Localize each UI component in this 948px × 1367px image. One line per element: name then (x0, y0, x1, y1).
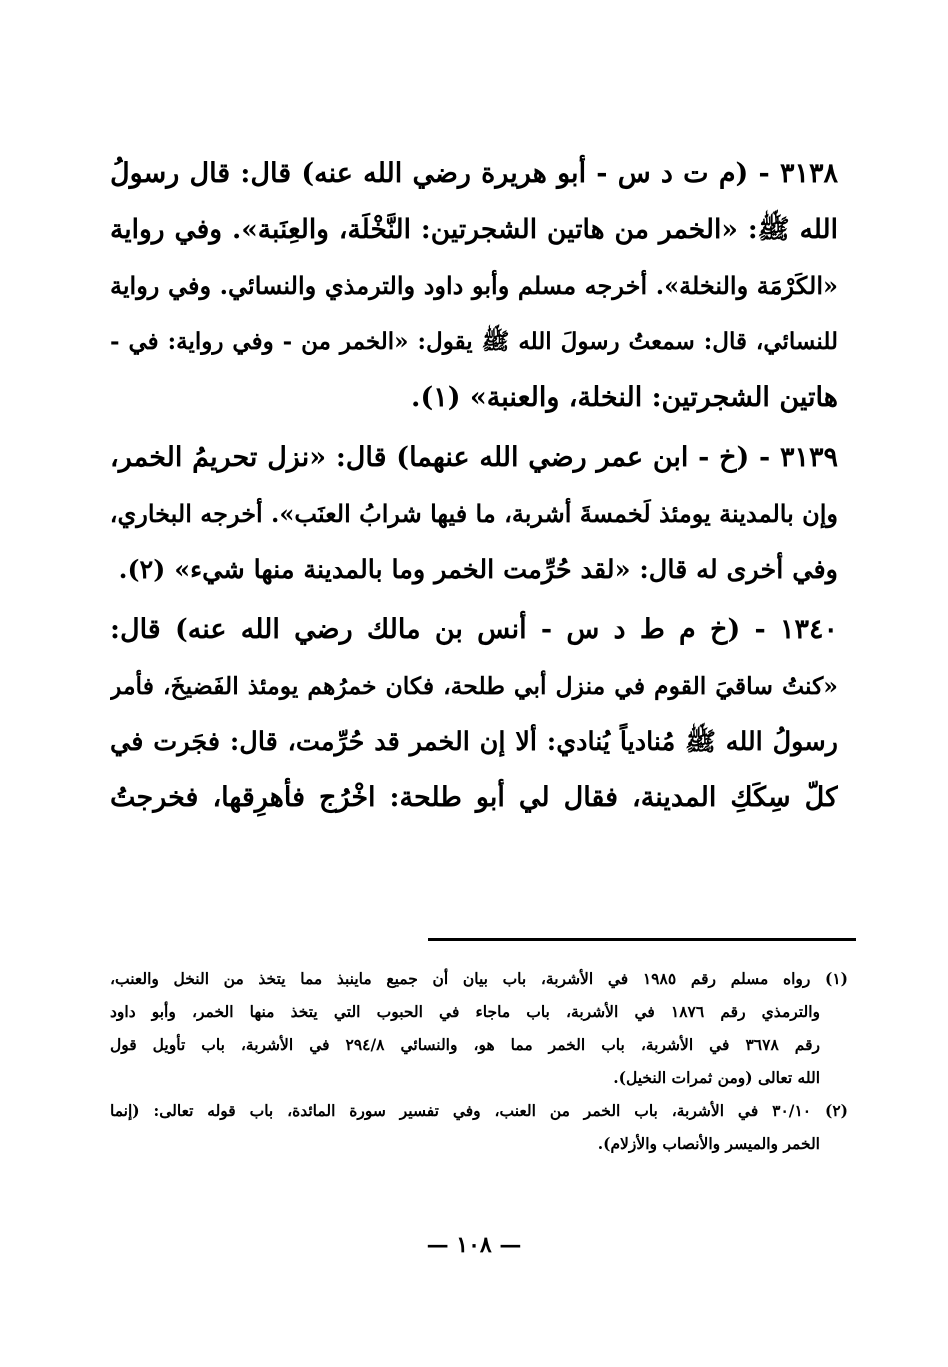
footnote-line: رقم ٣٦٧٨ في الأشربة، باب الخمر مما هو، والنسائي ٢٩٤/٨ في الأشربة، باب تأويل قول (110, 1035, 820, 1054)
text-line: ١٣٤٠ - (خ م ط د س - أنس بن مالك رضي الله عنه) قال: (110, 614, 838, 645)
text-line: هاتين الشجرتين: النخلة، والعنبة» (١). (411, 382, 838, 413)
footnote-line: الله تعالى (ومن ثمرات النخيل). (613, 1068, 820, 1087)
text-line: «كنتُ ساقيَ القوم في منزل أبي طلحة، فكان خمرُهم يومئذ الفَضيخَ، فأمر (110, 672, 838, 700)
footnote-line: (٢) ٣٠/١٠ في الأشربة، باب الخمر من العنب، وفي تفسير سورة المائدة، باب قوله تعالى: (إنما (110, 1101, 848, 1120)
footnote-line: والترمذي رقم ١٨٧٦ في الأشربة، باب ماجاء في الحبوب التي يتخذ منها الخمر، وأبو داود (110, 1002, 820, 1021)
footnote (110, 962, 848, 1094)
text-line: ٣١٣٩ - (خ - ابن عمر رضي الله عنهما) قال: «نزل تحريمُ الخمر، (110, 442, 838, 473)
footnote (110, 1094, 848, 1160)
text-line: الله ﷺ: «الخمر من هاتين الشجرتين: النَّخْلَة، والعِنَبة». وفي رواية (110, 214, 838, 245)
footnote-line: الخمر والميسر والأنصاب والأزلام). (597, 1134, 820, 1153)
footnote-separator (428, 938, 856, 941)
footnote-line: (١) رواه مسلم رقم ١٩٨٥ في الأشربة، باب بيان أن جميع ماينبذ مما يتخذ من النخل والعنب، (110, 969, 848, 988)
text-line: كلّ سِكَكِ المدينة، فقال لي أبو طلحة: اخْرُج فأهرِقها، فخرجتُ (110, 782, 838, 813)
text-line: وإن بالمدينة يومئذ لَخمسةَ أشربة، ما فيها شرابُ العنَب». أخرجه البخاري، (110, 499, 838, 528)
text-line: للنسائي، قال: سمعتُ رسولَ الله ﷺ يقول: «الخمر من - وفي رواية: في - (110, 328, 838, 355)
text-line: رسولُ الله ﷺ مُنادياً يُنادي: ألا إن الخمر قد حُرِّمت، قال: فجَرت في (110, 727, 838, 757)
hadith-paragraph (110, 146, 838, 426)
text-line: وفي أخرى له قال: «لقد حُرِّمت الخمر وما بالمدينة منها شيء» (٢). (118, 555, 838, 585)
hadith-paragraph (110, 430, 838, 598)
hadith-paragraph (110, 602, 838, 826)
page-number: — ١٠٨ — (426, 1232, 522, 1258)
text-line: «الكَرْمَة والنخلة». أخرجه مسلم وأبو داود والترمذي والنسائي. وفي رواية (110, 271, 838, 300)
text-line: ٣١٣٨ - (م ت د س - أبو هريرة رضي الله عنه) قال: قال رسولُ (110, 158, 838, 189)
footnotes (110, 962, 848, 1160)
main-text (110, 146, 838, 826)
